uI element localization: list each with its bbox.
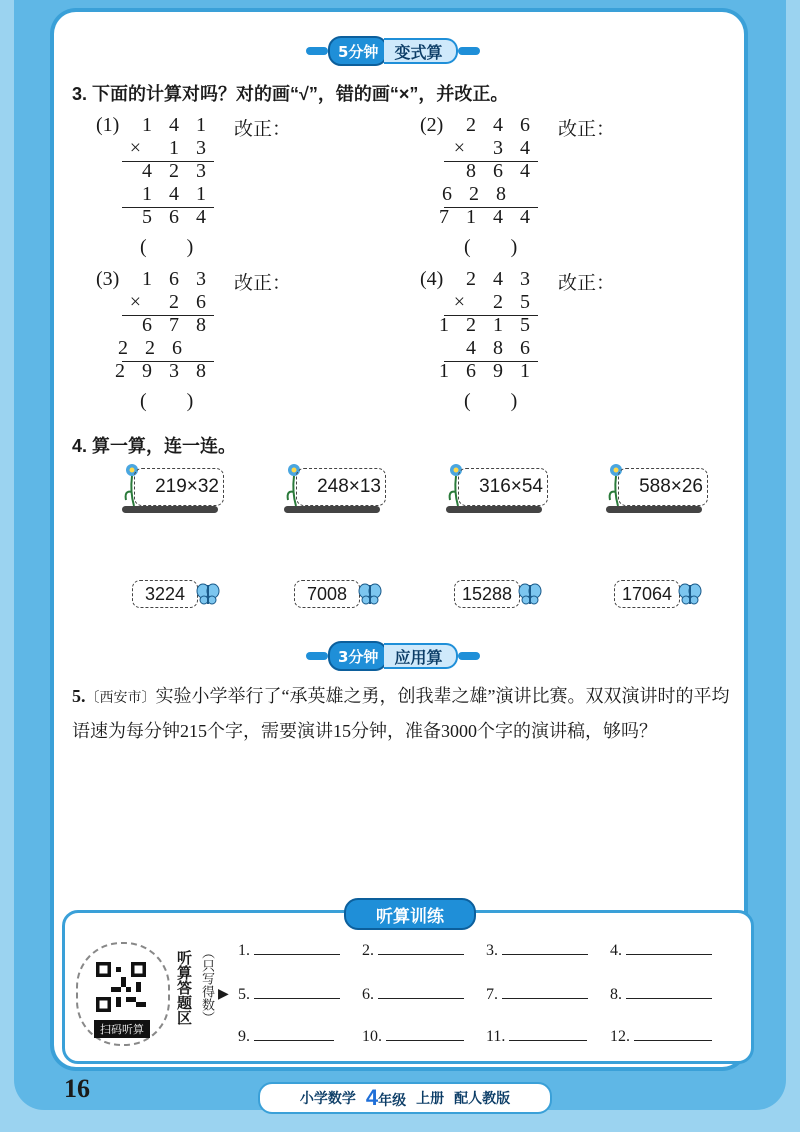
butterfly-icon — [518, 582, 542, 610]
butterfly-icon — [678, 582, 702, 610]
blank-line[interactable] — [254, 1026, 334, 1041]
problem-number: (4) — [420, 268, 444, 290]
question-4-title: 4. 算一算，连一连。 — [72, 436, 237, 456]
expression-card[interactable]: 316×54 — [458, 468, 548, 506]
blank-item[interactable] — [238, 940, 362, 960]
answer-parentheses[interactable]: ( ) — [140, 390, 194, 412]
correction-label: 改正： — [558, 119, 616, 140]
partial-product-2: 6 2 8 — [442, 183, 512, 205]
blank-number: 9. — [238, 1028, 250, 1045]
blank-number: 5. — [238, 986, 250, 1003]
blank-number: 6. — [362, 986, 374, 1003]
partial-product-1: 1 2 1 5 — [439, 314, 536, 336]
answer-card[interactable]: 15288 — [454, 580, 520, 608]
multiplier: × 2 5 — [453, 291, 536, 313]
footer-grade: 4 — [365, 1085, 379, 1110]
blank-item[interactable] — [238, 984, 362, 1004]
question-5: 5.〔西安市〕实验小学举行了“承英雄之勇，创我辈之雄”演讲比赛。双双演讲时的平均语速为每分钟215个字，需要演讲15分钟，准备3000个字的演讲稿，够吗？ — [72, 686, 730, 741]
problem-number: (2) — [420, 114, 444, 136]
expression-base — [122, 506, 218, 513]
play-arrow-icon: ▶ — [218, 986, 229, 1002]
qr-code-icon[interactable] — [96, 962, 146, 1012]
expression-base — [284, 506, 380, 513]
blank-number: 4. — [610, 942, 622, 959]
section-banner-2 — [306, 643, 480, 669]
multiplicand: 2 4 3 — [466, 268, 536, 290]
partial-product-2: 1 4 1 — [142, 183, 212, 205]
multiplier: × 3 4 — [453, 137, 536, 159]
scan-label: 扫码听算 — [94, 1020, 150, 1038]
partial-product-2: 2 2 6 — [118, 337, 188, 359]
footer-edition: 配人教版 — [454, 1090, 511, 1106]
blank-line[interactable] — [509, 1026, 587, 1041]
answer-parentheses[interactable]: ( ) — [464, 390, 518, 412]
expression-card[interactable]: 588×26 — [618, 468, 708, 506]
answer-card[interactable]: 7008 — [294, 580, 360, 608]
banner-tail-left — [306, 652, 328, 660]
blank-line[interactable] — [254, 940, 340, 955]
blank-line[interactable] — [502, 984, 588, 999]
banner-label: 应用算 — [384, 643, 458, 669]
blank-line[interactable] — [378, 940, 464, 955]
answer-area-note: （只写得数） — [199, 946, 214, 1024]
problem-number: (3) — [96, 268, 120, 290]
footer-grade-label: 年级 — [378, 1092, 407, 1108]
correction-label: 改正： — [234, 119, 292, 140]
listening-title: 听算训练 — [344, 898, 476, 930]
blank-number: 2. — [362, 942, 374, 959]
footer-subject: 小学数学 — [299, 1090, 356, 1106]
blank-number: 11. — [486, 1028, 506, 1045]
blank-line[interactable] — [386, 1026, 464, 1041]
multiplication-4 — [440, 268, 536, 388]
banner-time: 3分钟 — [328, 641, 388, 671]
footer-volume: 上册 — [416, 1090, 445, 1106]
multiplicand: 2 4 6 — [466, 114, 536, 136]
problem-number: (1) — [96, 114, 120, 136]
partial-product-1: 4 2 3 — [142, 160, 212, 182]
expression-card[interactable]: 219×32 — [134, 468, 224, 506]
blank-number: 3. — [486, 942, 498, 959]
blank-row-1 — [238, 940, 734, 960]
correction-label: 改正： — [558, 273, 616, 294]
blank-number: 12. — [610, 1028, 630, 1045]
blank-number: 8. — [610, 986, 622, 1003]
blank-item[interactable] — [610, 1026, 734, 1046]
question-3-title: 3. 下面的计算对吗？对的画“√”，错的画“×”，并改正。 — [72, 84, 509, 104]
blank-item[interactable] — [362, 940, 486, 960]
blank-item[interactable] — [486, 984, 610, 1004]
result: 5 6 4 — [142, 206, 212, 228]
answer-parentheses[interactable]: ( ) — [140, 236, 194, 258]
multiplication-3 — [115, 268, 212, 388]
blank-line[interactable] — [502, 940, 588, 955]
blank-line[interactable] — [378, 984, 464, 999]
blank-number: 7. — [486, 986, 498, 1003]
blank-number: 10. — [362, 1028, 382, 1045]
result: 7 1 4 4 — [439, 206, 536, 228]
correction-label: 改正： — [234, 273, 292, 294]
blank-number: 1. — [238, 942, 250, 959]
result: 1 6 9 1 — [439, 360, 536, 382]
banner-label: 变式算 — [384, 38, 458, 64]
butterfly-icon — [196, 582, 220, 610]
expression-card[interactable]: 248×13 — [296, 468, 386, 506]
multiplier: × 1 3 — [129, 137, 212, 159]
blank-line[interactable] — [626, 940, 712, 955]
answer-card[interactable]: 3224 — [132, 580, 198, 608]
banner-tail-right — [458, 47, 480, 55]
partial-product-1: 8 6 4 — [466, 160, 536, 182]
blank-item[interactable] — [610, 940, 734, 960]
footer-bar — [258, 1082, 552, 1114]
result: 2 9 3 8 — [115, 360, 212, 382]
blank-item[interactable] — [486, 1026, 610, 1046]
multiplier: × 2 6 — [129, 291, 212, 313]
blank-item[interactable] — [238, 1026, 362, 1046]
answer-area-label: 听算答题区 — [175, 950, 193, 1025]
banner-tail-right — [458, 652, 480, 660]
page-number: 16 — [64, 1074, 90, 1103]
answer-card[interactable]: 17064 — [614, 580, 680, 608]
blank-line[interactable] — [634, 1026, 712, 1041]
butterfly-icon — [358, 582, 382, 610]
banner-tail-left — [306, 47, 328, 55]
blank-line[interactable] — [626, 984, 712, 999]
blank-item[interactable] — [362, 984, 486, 1004]
blank-item[interactable] — [486, 940, 610, 960]
partial-product-1: 6 7 8 — [142, 314, 212, 336]
blank-item[interactable] — [362, 1026, 486, 1046]
blank-row-3 — [238, 1026, 734, 1046]
section-banner-1 — [306, 38, 480, 64]
question-source-tag: 〔西安市〕 — [85, 691, 156, 706]
banner-time: 5分钟 — [328, 36, 388, 66]
expression-base — [446, 506, 542, 513]
answer-parentheses[interactable]: ( ) — [464, 236, 518, 258]
blank-row-2 — [238, 984, 734, 1004]
multiplication-1 — [118, 114, 212, 234]
footer-grade-group — [366, 1085, 406, 1111]
partial-product-2: 4 8 6 — [466, 337, 536, 359]
question-5-text: 实验小学举行了“承英雄之勇，创我辈之雄”演讲比赛。双双演讲时的平均语速为每分钟215个字，需要演讲15分钟，准备3000个字的演讲稿，够吗？ — [72, 686, 730, 741]
expression-base — [606, 506, 702, 513]
blank-item[interactable] — [610, 984, 734, 1004]
blank-line[interactable] — [254, 984, 340, 999]
multiplicand: 1 4 1 — [142, 114, 212, 136]
multiplication-2 — [440, 114, 536, 234]
multiplicand: 1 6 3 — [142, 268, 212, 290]
